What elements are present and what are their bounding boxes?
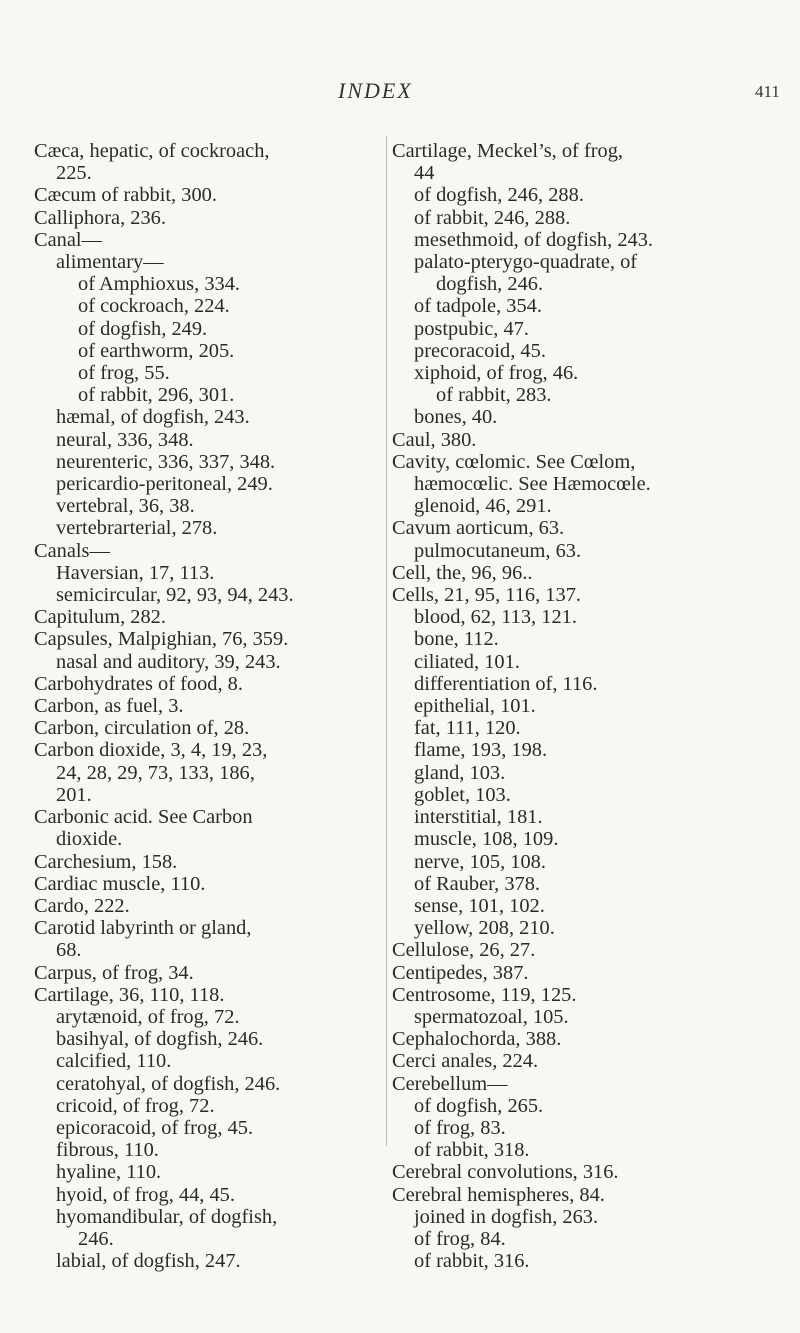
index-entry: of frog, 84. (414, 1227, 506, 1250)
index-entry: neurenteric, 336, 337, 348. (56, 450, 276, 473)
index-entry: muscle, 108, 109. (414, 828, 559, 851)
index-entry: of rabbit, 316. (414, 1250, 530, 1273)
index-entry: Cartilage, Meckel’s, of frog, (392, 140, 624, 162)
index-entry: arytænoid, of frog, 72. (56, 1005, 240, 1028)
index-entry: Haversian, 17, 113. (56, 561, 215, 584)
index-entry: Cerebral hemispheres, 84. (392, 1183, 605, 1206)
index-entry: Cartilage, 36, 110, 118. (34, 983, 225, 1006)
index-entry: alimentary— (56, 251, 164, 274)
index-entry: of Amphioxus, 334. (78, 273, 240, 296)
index-entry: of dogfish, 265. (414, 1094, 544, 1117)
index-entry: hæmocœlic. See Hæmocœle. (414, 473, 651, 496)
index-entry: 44 (414, 162, 435, 185)
index-entry: precoracoid, 45. (414, 339, 546, 362)
index-entry: Carbon, as fuel, 3. (34, 695, 184, 718)
column-divider (386, 136, 387, 1146)
index-entry: Carbon, circulation of, 28. (34, 717, 250, 740)
index-entry: differentiation of, 116. (414, 672, 598, 695)
index-entry: bone, 112. (414, 628, 499, 651)
index-entry: dioxide. (56, 828, 123, 851)
index-entry: ciliated, 101. (414, 650, 520, 673)
index-entry: dogfish, 246. (436, 273, 544, 296)
running-title: INDEX (338, 78, 413, 103)
index-entry: of cockroach, 224. (78, 295, 230, 318)
index-entry: of frog, 55. (78, 362, 170, 385)
index-entry: mesethmoid, of dogfish, 243. (414, 228, 654, 251)
index-entry: epithelial, 101. (414, 695, 536, 718)
index-entry: Canal— (34, 228, 102, 251)
index-entry: vertebrarterial, 278. (56, 517, 218, 540)
index-entry: neural, 336, 348. (56, 428, 194, 451)
index-entry: of dogfish, 246, 288. (414, 184, 584, 207)
index-entry: joined in dogfish, 263. (414, 1205, 599, 1228)
index-entry: nasal and auditory, 39, 243. (56, 650, 281, 673)
index-entry: Cerebellum— (392, 1072, 508, 1095)
index-entry: Carpus, of frog, 34. (34, 961, 194, 984)
index-entry: spermatozoal, 105. (414, 1005, 569, 1028)
index-column-right (392, 140, 772, 1272)
index-entry: of frog, 83. (414, 1116, 506, 1139)
index-entry: Cell, the, 96, 96.. (392, 561, 533, 584)
index-entry: epicoracoid, of frog, 45. (56, 1116, 254, 1139)
index-entry: xiphoid, of frog, 46. (414, 362, 579, 385)
index-entry: pericardio-peritoneal, 249. (56, 473, 273, 496)
index-entry: 68. (56, 939, 82, 962)
index-entry: Cerebral convolutions, 316. (392, 1161, 619, 1184)
index-entry: nerve, 105, 108. (414, 850, 546, 873)
index-entry: goblet, 103. (414, 783, 511, 806)
index-entry: hyoid, of frog, 44, 45. (56, 1183, 235, 1206)
index-entry: 201. (56, 783, 92, 806)
index-entry: of earthworm, 205. (78, 339, 235, 362)
index-entry: Carbohydrates of food, 8. (34, 672, 243, 695)
index-entry: Centrosome, 119, 125. (392, 983, 577, 1006)
index-entry: of Rauber, 378. (414, 872, 541, 895)
index-column-left (34, 140, 390, 1272)
index-entry: interstitial, 181. (414, 806, 543, 829)
index-entry: Cells, 21, 95, 116, 137. (392, 584, 581, 607)
index-entry: basihyal, of dogfish, 246. (56, 1028, 264, 1051)
index-entry: cricoid, of frog, 72. (56, 1094, 215, 1117)
index-entry: blood, 62, 113, 121. (414, 606, 577, 629)
index-entry: hæmal, of dogfish, 243. (56, 406, 250, 429)
index-entry: fibrous, 110. (56, 1139, 159, 1162)
index-entry: of rabbit, 246, 288. (414, 206, 571, 229)
index-entry: Carbon dioxide, 3, 4, 19, 23, (34, 739, 268, 762)
index-entry: gland, 103. (414, 761, 506, 784)
index-entry: Capitulum, 282. (34, 606, 166, 629)
index-entry: bones, 40. (414, 406, 498, 429)
index-entry: of tadpole, 354. (414, 295, 542, 318)
index-entry: sense, 101, 102. (414, 894, 545, 917)
index-entry: vertebral, 36, 38. (56, 495, 195, 518)
index-entry: semicircular, 92, 93, 94, 243. (56, 584, 294, 607)
index-entry: Cellulose, 26, 27. (392, 939, 536, 962)
index-entry: Carbonic acid. See Carbon (34, 806, 253, 829)
index-entry: flame, 193, 198. (414, 739, 548, 762)
index-entry: of rabbit, 283. (436, 384, 552, 407)
index-entry: calcified, 110. (56, 1050, 172, 1073)
index-entry: Cæcum of rabbit, 300. (34, 184, 217, 207)
index-entry: Cerci anales, 224. (392, 1050, 539, 1073)
index-entry: Cardo, 222. (34, 894, 130, 917)
index-entry: of dogfish, 249. (78, 317, 208, 340)
index-entry: glenoid, 46, 291. (414, 495, 552, 518)
index-entry: postpubic, 47. (414, 317, 529, 340)
index-entry: yellow, 208, 210. (414, 917, 555, 940)
index-entry: of rabbit, 296, 301. (78, 384, 235, 407)
index-entry: Cavity, cœlomic. See Cœlom, (392, 450, 636, 473)
index-entry: Calliphora, 236. (34, 206, 166, 229)
index-entry: Cephalochorda, 388. (392, 1028, 562, 1051)
index-entry: pulmocutaneum, 63. (414, 539, 582, 562)
index-entry: fat, 111, 120. (414, 717, 521, 740)
index-entry: Canals— (34, 539, 110, 562)
index-entry: ceratohyal, of dogfish, 246. (56, 1072, 281, 1095)
index-entry: 24, 28, 29, 73, 133, 186, (56, 761, 255, 784)
index-entry: Centipedes, 387. (392, 961, 529, 984)
index-entry: Carotid labyrinth or gland, (34, 917, 252, 940)
index-entry: Caul, 380. (392, 428, 477, 451)
index-entry: 225. (56, 162, 92, 185)
index-entry: Cardiac muscle, 110. (34, 872, 206, 895)
page-number: 411 (755, 82, 780, 101)
index-entry: labial, of dogfish, 247. (56, 1250, 241, 1273)
index-entry: 246. (78, 1227, 114, 1250)
page-header (0, 78, 800, 108)
index-entry: Carchesium, 158. (34, 850, 178, 873)
index-entry: Capsules, Malpighian, 76, 359. (34, 628, 289, 651)
index-entry: palato-pterygo-quadrate, of (414, 251, 638, 274)
index-entry: Cavum aorticum, 63. (392, 517, 565, 540)
index-entry: of rabbit, 318. (414, 1139, 530, 1162)
index-entry: hyaline, 110. (56, 1161, 162, 1184)
index-entry: hyomandibular, of dogfish, (56, 1205, 278, 1228)
index-entry: Cæca, hepatic, of cockroach, (34, 140, 270, 162)
